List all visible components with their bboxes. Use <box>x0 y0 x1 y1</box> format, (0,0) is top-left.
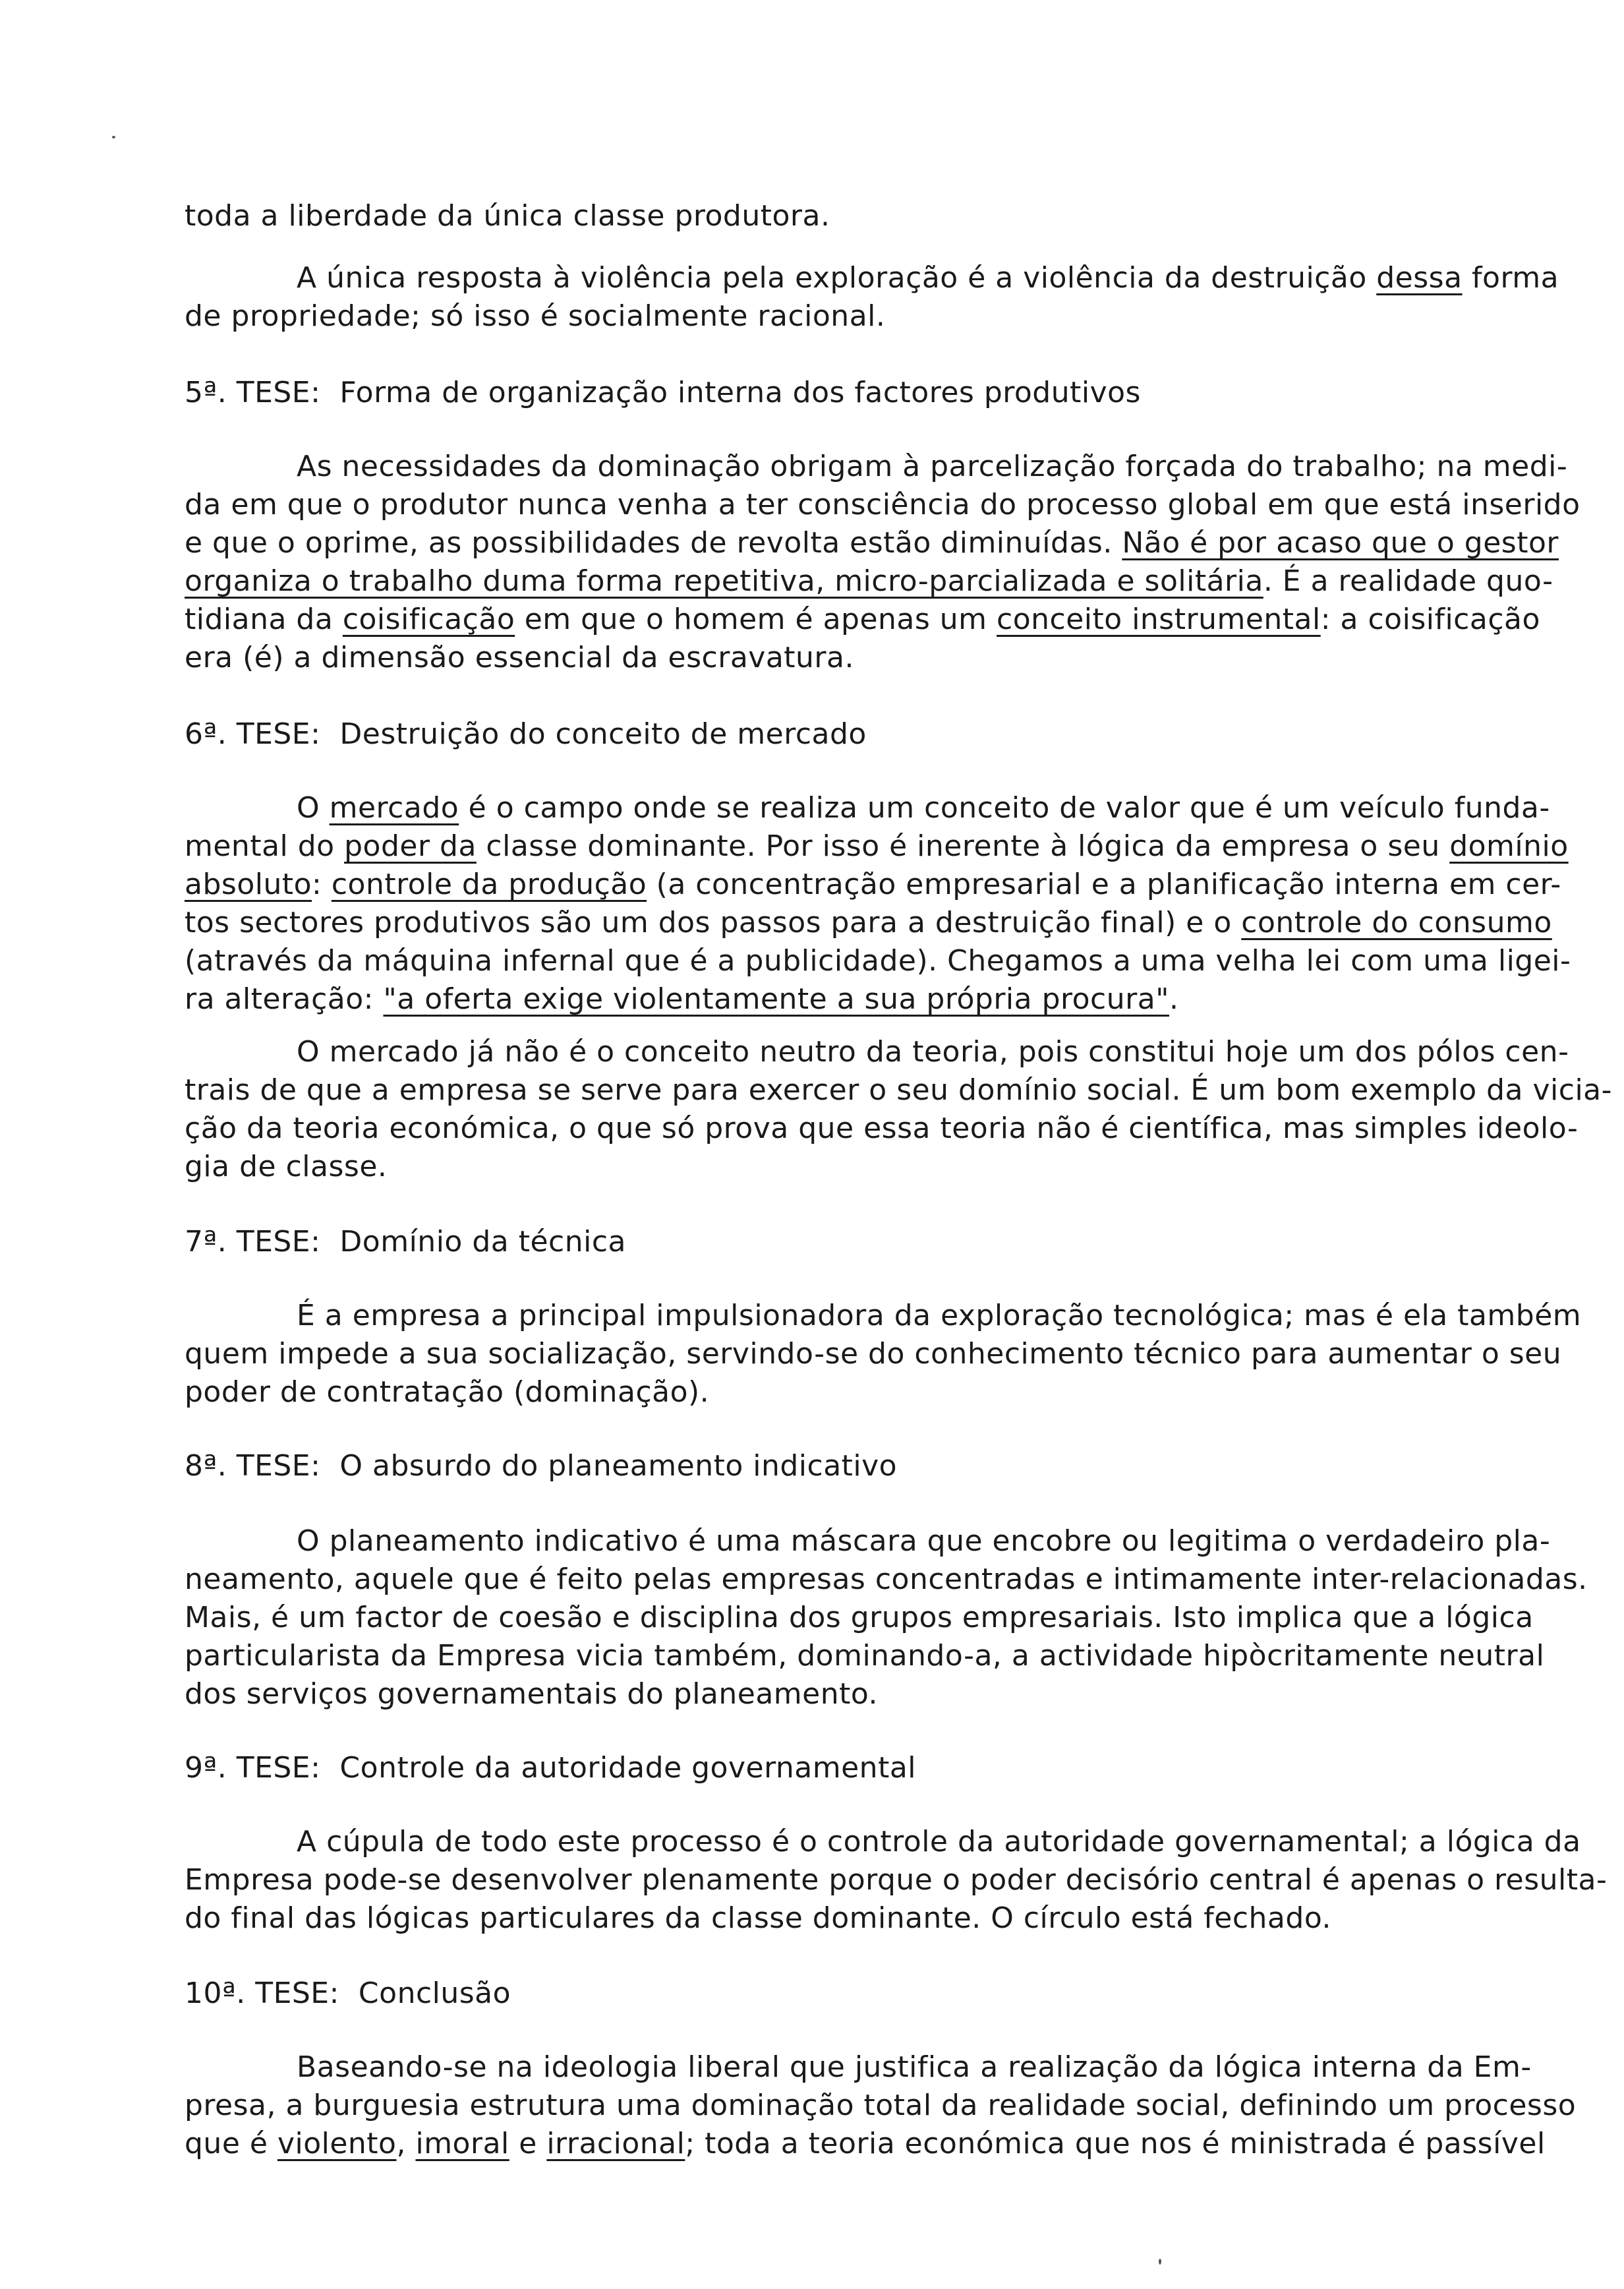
underlined-phrase: controle do consumo <box>1241 906 1552 939</box>
thesis-title: Controle da autoridade governamental <box>339 1751 917 1785</box>
paragraph-line: ção da teoria económica, o que só prova que essa teoria não é científica, mas simples ideolo- <box>185 1112 1579 1145</box>
paragraph-line: organiza o trabalho duma forma repetitiva, micro-parcializada e solitária. É a realidade quo- <box>185 564 1553 598</box>
underlined-phrase: coisificação <box>342 603 515 636</box>
thesis-heading-10 <box>185 1975 511 2012</box>
thesis-label: 10ª. TESE: <box>185 1977 339 2010</box>
paragraph-line: As necessidades da dominação obrigam à parcelização forçada do trabalho; na medi- <box>297 450 1568 483</box>
paragraph-line: que é violento, imoral e irracional; toda a teoria económica que nos é ministrada é passível <box>185 2127 1546 2160</box>
thesis-heading-7 <box>185 1224 626 1261</box>
paragraph-line: absoluto: controle da produção (a concentração empresarial e a planificação interna em cer- <box>185 868 1561 901</box>
paragraph-line: de propriedade; só isso é socialmente racional. <box>185 299 886 333</box>
paragraph-line: dos serviços governamentais do planeamento. <box>185 1677 878 1711</box>
paragraph-line: É a empresa a principal impulsionadora da exploração tecnológica; mas é ela também <box>297 1299 1582 1332</box>
thesis-label: 5ª. TESE: <box>185 376 321 409</box>
paragraph-line: quem impede a sua socialização, servindo-se do conhecimento técnico para aumentar o seu <box>185 1337 1562 1371</box>
paragraph-line: era (é) a dimensão essencial da escravatura. <box>185 641 854 674</box>
paragraph-line: A única resposta à violência pela exploração é a violência da destruição dessa forma <box>297 261 1559 295</box>
paragraph-line: neamento, aquele que é feito pelas empresas concentradas e intimamente inter-relacionadas. <box>185 1562 1588 1596</box>
thesis-title: Domínio da técnica <box>339 1225 626 1259</box>
paragraph-line: Mais, é um factor de coesão e disciplina dos grupos empresariais. Isto implica que a lógica <box>185 1601 1534 1634</box>
thesis-title: Destruição do conceito de mercado <box>339 717 867 751</box>
thesis-heading-5 <box>185 374 1141 411</box>
paragraph-line: mental do poder da classe dominante. Por isso é inerente à lógica da empresa o seu domínio <box>185 829 1569 863</box>
thesis-label: 6ª. TESE: <box>185 717 321 751</box>
underlined-phrase: absoluto <box>185 868 312 901</box>
paragraph-line: presa, a burguesia estrutura uma dominação total da realidade social, definindo um processo <box>185 2089 1577 2122</box>
underlined-phrase: controle da produção <box>331 868 647 901</box>
paragraph-line: tos sectores produtivos são um dos passos para a destruição final) e o controle do consumo <box>185 906 1552 939</box>
thesis-heading-9 <box>185 1750 916 1787</box>
thesis-label: 8ª. TESE: <box>185 1449 321 1483</box>
thesis-heading-8 <box>185 1448 897 1485</box>
paragraph-line: O mercado é o campo onde se realiza um conceito de valor que é um veículo funda- <box>297 791 1550 825</box>
paragraph-line: do final das lógicas particulares da classe dominante. O círculo está fechado. <box>185 1901 1331 1935</box>
paragraph-line: tidiana da coisificação em que o homem é apenas um conceito instrumental: a coisificação <box>185 603 1540 636</box>
thesis-heading-6 <box>185 716 867 753</box>
underlined-phrase: mercado <box>329 791 459 825</box>
underlined-phrase: Não é por acaso que o gestor <box>1122 526 1559 560</box>
underlined-phrase: imoral <box>415 2127 509 2160</box>
underlined-phrase: violento <box>277 2127 397 2160</box>
underlined-phrase: dessa <box>1376 261 1463 295</box>
thesis-title: Forma de organização interna dos factores produtivos <box>339 376 1141 409</box>
paragraph-line: e que o oprime, as possibilidades de revolta estão diminuídas. Não é por acaso que o gestor <box>185 526 1559 560</box>
paragraph-line: O mercado já não é o conceito neutro da teoria, pois constitui hoje um dos pólos cen- <box>297 1035 1569 1069</box>
underlined-phrase: "a oferta exige violentamente a sua própria procura" <box>383 982 1169 1016</box>
underlined-phrase: irracional <box>546 2127 685 2160</box>
paragraph-line: poder de contratação (dominação). <box>185 1375 710 1409</box>
scan-speck <box>1159 2259 1161 2265</box>
underlined-phrase: poder da <box>344 829 477 863</box>
paragraph-line: A cúpula de todo este processo é o controle da autoridade governamental; a lógica da <box>297 1825 1581 1858</box>
paragraph-line: Baseando-se na ideologia liberal que justifica a realização da lógica interna da Em- <box>297 2050 1532 2084</box>
thesis-title: O absurdo do planeamento indicativo <box>339 1449 898 1483</box>
paragraph-line: da em que o produtor nunca venha a ter consciência do processo global em que está inserido <box>185 488 1580 521</box>
paragraph-line: O planeamento indicativo é uma máscara que encobre ou legitima o verdadeiro pla- <box>297 1524 1551 1558</box>
thesis-label: 7ª. TESE: <box>185 1225 321 1259</box>
paragraph-line: Empresa pode-se desenvolver plenamente porque o poder decisório central é apenas o resulta- <box>185 1863 1608 1897</box>
paragraph-line: ra alteração: "a oferta exige violentamente a sua própria procura". <box>185 982 1179 1016</box>
thesis-title: Conclusão <box>358 1977 511 2010</box>
thesis-label: 9ª. TESE: <box>185 1751 321 1785</box>
scan-speck <box>112 136 115 138</box>
paragraph-line: particularista da Empresa vicia também, dominando-a, a actividade hipòcritamente neutral <box>185 1639 1545 1673</box>
underlined-phrase: organiza o trabalho duma forma repetitiva, micro-parcializada e solitária <box>185 564 1263 598</box>
paragraph-line: gia de classe. <box>185 1150 388 1183</box>
paragraph-line: toda a liberdade da única classe produtora. <box>185 199 830 233</box>
paragraph-line: trais de que a empresa se serve para exercer o seu domínio social. É um bom exemplo da vicia- <box>185 1073 1613 1107</box>
underlined-phrase: conceito instrumental <box>997 603 1321 636</box>
paragraph-line: (através da máquina infernal que é a publicidade). Chegamos a uma velha lei com uma ligei- <box>185 944 1571 978</box>
underlined-phrase: domínio <box>1449 829 1569 863</box>
